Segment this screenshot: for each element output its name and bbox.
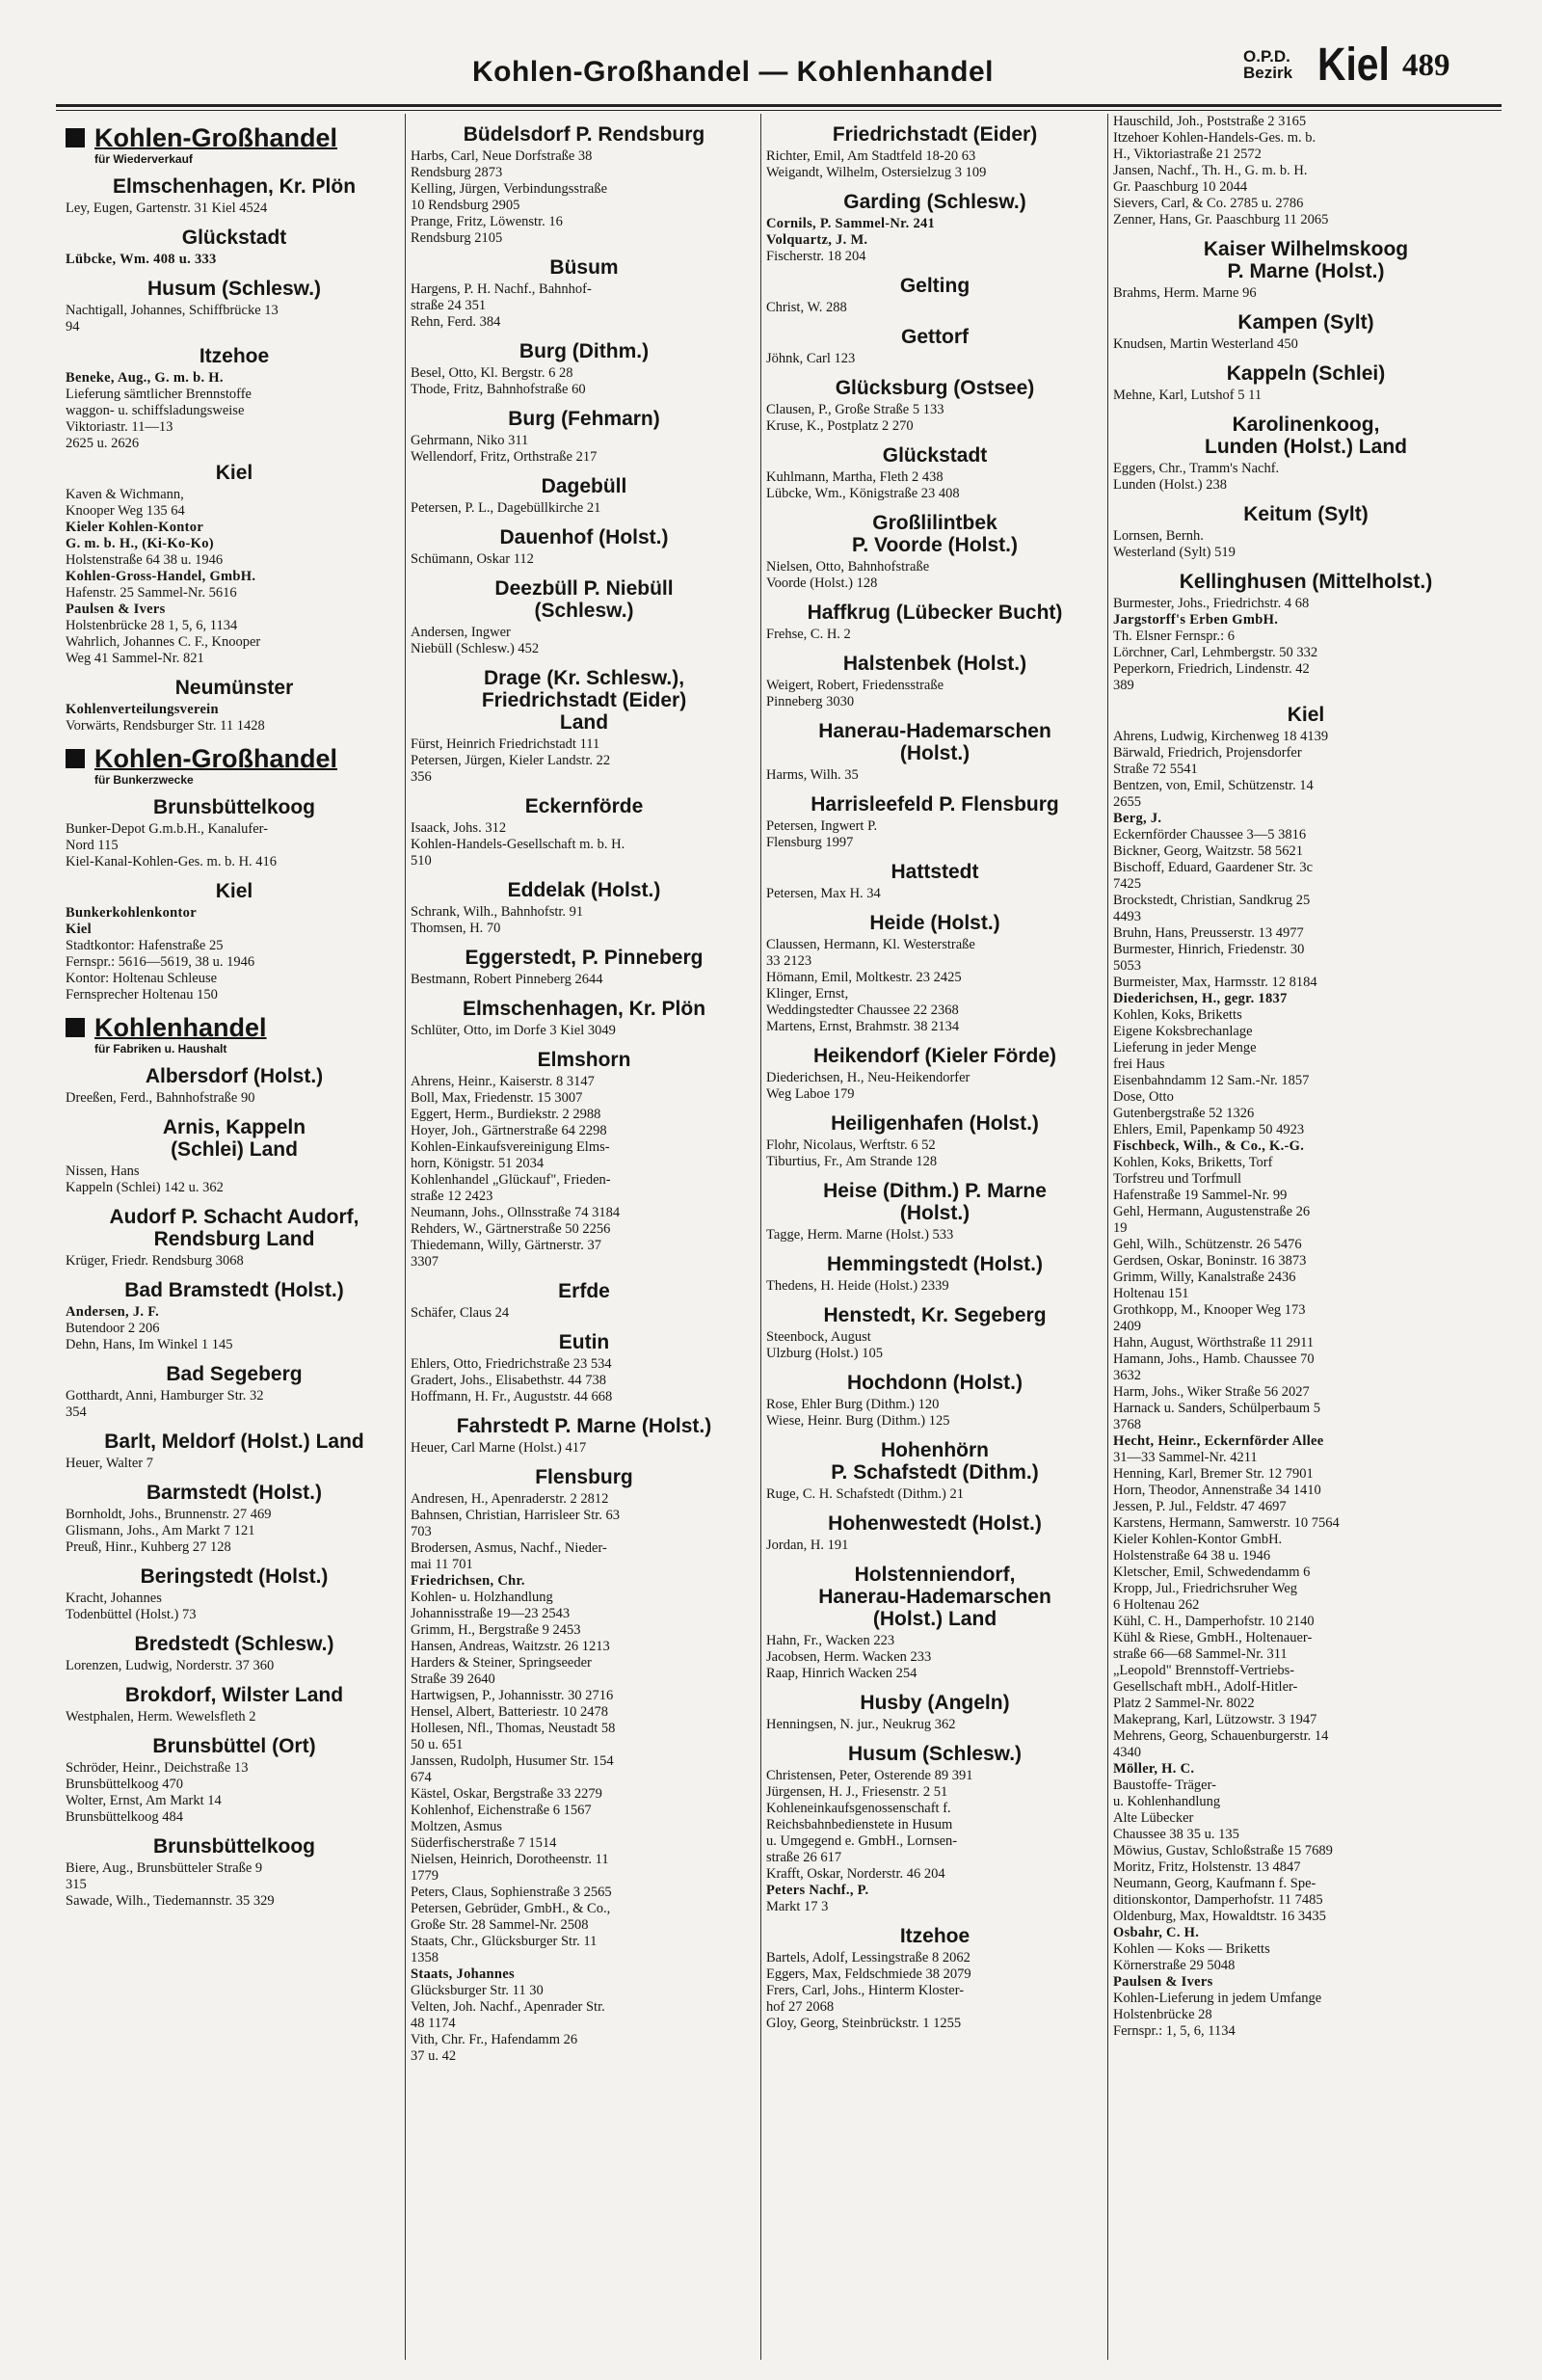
place-heading: Hanerau-Hademarschen (Holst.): [818, 720, 1051, 764]
directory-entry: Krüger, Friedr. Rendsburg 3068: [66, 1253, 244, 1269]
directory-entry: Kohlen, Koks, Briketts Eigene Koksbrechanlage Lieferung in jeder Menge frei Haus Eisenbahndamm 12 Sam.-Nr. 1857 Dose, Otto Gutenbergstraße 52 1326 Ehlers, Emil, Papenkamp 50 4923: [1113, 1007, 1310, 1137]
directory-entry: Harbs, Carl, Neue Dorfstraße 38 Rendsburg 2873 Kelling, Jürgen, Verbindungsstraße 10 Rendsburg 2905 Prange, Fritz, Löwenstr. 16 Rendsburg 2105: [411, 148, 608, 246]
section-marker-icon: [66, 1018, 85, 1037]
directory-entry: Vorwärts, Rendsburger Str. 11 1428: [66, 718, 265, 734]
place-heading: Barlt, Meldorf (Holst.) Land: [104, 1431, 364, 1453]
place-heading: Kappeln (Schlei): [1226, 362, 1386, 385]
place-heading: Bad Segeberg: [166, 1363, 303, 1385]
place-heading: Karolinenkoog, Lunden (Holst.) Land: [1205, 414, 1407, 458]
directory-entry: Thedens, H. Heide (Holst.) 2339: [766, 1278, 949, 1294]
firm-name-entry: Kohlen-Gross-Handel, GmbH.: [66, 569, 256, 584]
directory-entry: Bornholdt, Johs., Brunnenstr. 27 469 Glismann, Johs., Am Markt 7 121 Preuß, Hinr., Kuhberg 27 128: [66, 1507, 272, 1555]
firm-name-entry: Bunkerkohlenkontor Kiel: [66, 905, 197, 937]
place-heading: Henstedt, Kr. Segeberg: [823, 1304, 1047, 1326]
firm-name-entry: Staats, Johannes: [411, 1966, 515, 1982]
firm-name-entry: Fischbeck, Wilh., & Co., K.-G.: [1113, 1138, 1305, 1154]
directory-entry: Th. Elsner Fernspr.: 6 Lörchner, Carl, Lehmbergstr. 50 332 Peperkorn, Friedrich, Lindenstr. 42 389: [1113, 628, 1318, 693]
directory-entry: Hargens, P. H. Nachf., Bahnhof- straße 24 351 Rehn, Ferd. 384: [411, 281, 592, 330]
directory-entry: Claussen, Hermann, Kl. Westerstraße 33 2123 Hömann, Emil, Moltkestr. 23 2425 Klinger, Ernst, Weddingstedter Chaussee 22 2368 Martens, Ernst, Brahmstr. 38 2134: [766, 937, 975, 1034]
directory-entry: Petersen, Max H. 34: [766, 886, 881, 901]
directory-entry: Rose, Ehler Burg (Dithm.) 120 Wiese, Heinr. Burg (Dithm.) 125: [766, 1397, 950, 1429]
place-heading: Gettorf: [901, 326, 969, 348]
directory-entry: Andersen, Ingwer Niebüll (Schlesw.) 452: [411, 625, 540, 656]
place-heading: Brunsbüttel (Ort): [152, 1735, 316, 1757]
directory-entry: 31—33 Sammel-Nr. 4211 Henning, Karl, Bremer Str. 12 7901 Horn, Theodor, Annenstraße 34 1410 Jessen, P. Jul., Feldstr. 47 4697 Karstens, Hermann, Samwerstr. 10 7564 Kieler Kohlen-Kontor GmbH. Holstenstraße 64 38 u. 1946 Kletscher, Emil, Schwedendamm 6 Kropp, Jul., Friedrichsruher Weg 6 Holtenau 262 Kühl, C. H., Damperhofstr. 10 2140 Kühl & Riese, GmbH., Holtenauer- straße 66—68 Sammel-Nr. 311 „Leopold" Brennstoff-Vertriebs- Gesellschaft mbH., Adolf-Hitler- Platz 2 Sammel-Nr. 8022 Makeprang, Karl, Lützowstr. 3 1947 Mehrens, Georg, Schauenburgerstr. 14 4340: [1113, 1450, 1340, 1760]
firm-name-entry: Friedrichsen, Chr.: [411, 1573, 525, 1589]
directory-entry: Schrank, Wilh., Bahnhofstr. 91 Thomsen, H. 70: [411, 904, 584, 936]
place-heading: Keitum (Sylt): [1243, 503, 1369, 525]
place-heading: Husby (Angeln): [860, 1692, 1010, 1714]
column-1: [66, 114, 403, 2374]
place-heading: Drage (Kr. Schlesw.), Friedrichstadt (Eider) Land: [481, 667, 687, 734]
place-heading: Kampen (Sylt): [1237, 311, 1374, 334]
directory-entry: Kohlen, Koks, Briketts, Torf Torfstreu und Torfmull Hafenstraße 19 Sammel-Nr. 99 Gehl, Hermann, Augustenstraße 26 19 Gehl, Wilh., Schützenstr. 26 5476 Gerdsen, Oskar, Boninstr. 16 3873 Grimm, Willy, Kanalstraße 2436 Holtenau 151 Grothkopp, M., Knooper Weg 173 2409 Hahn, August, Wörthstraße 11 2911 Hamann, Johs., Hamb. Chaussee 70 3632 Harm, Johs., Wiker Straße 56 2027 Harnack u. Sanders, Schülperbaum 5 3768: [1113, 1155, 1321, 1432]
place-heading: Hochdonn (Holst.): [847, 1372, 1023, 1394]
directory-entry: Kohlen- u. Holzhandlung Johannisstraße 19—23 2543 Grimm, H., Bergstraße 9 2453 Hansen, Andreas, Waitzstr. 26 1213 Harders & Steiner, Springseeder Straße 39 2640 Hartwigsen, P., Johannisstr. 30 2716 Hensel, Albert, Batteriestr. 10 2478 Hollesen, Nfl., Thomas, Neustadt 58 50 u. 651 Janssen, Rudolph, Husumer Str. 154 674 Kästel, Oskar, Bergstraße 33 2279 Kohlenhof, Eichenstraße 6 1567 Moltzen, Asmus Süderfischerstraße 7 1514 Nielsen, Heinrich, Dorotheenstr. 11 1779 Peters, Claus, Sophienstraße 3 2565 Petersen, Gebrüder, GmbH., & Co., Große Str. 28 Sammel-Nr. 2508 Staats, Chr., Glücksburger Str. 11 1358: [411, 1590, 616, 1966]
section-subheading: für Wiederverkauf: [94, 152, 193, 166]
page-header: [0, 0, 1542, 106]
place-heading: Heise (Dithm.) P. Marne (Holst.): [823, 1180, 1047, 1224]
directory-entry: Gehrmann, Niko 311 Wellendorf, Fritz, Orthstraße 217: [411, 433, 598, 465]
directory-entry: Markt 17 3: [766, 1899, 829, 1914]
directory-entry: Holstenbrücke 28 1, 5, 6, 1134 Wahrlich, Johannes C. F., Knooper Weg 41 Sammel-Nr. 821: [66, 618, 261, 666]
section-heading: [66, 123, 403, 152]
directory-entry: Ruge, C. H. Schafstedt (Dithm.) 21: [766, 1486, 964, 1502]
opd-text: O.P.D.: [1243, 47, 1290, 66]
directory-entry: Christ, W. 288: [766, 300, 847, 315]
directory-entry: Burmester, Johs., Friedrichstr. 4 68: [1113, 596, 1310, 611]
directory-entry: Ahrens, Heinr., Kaiserstr. 8 3147 Boll, Max, Friedenstr. 15 3007 Eggert, Herm., Burdiekstr. 2 2988 Hoyer, Joh., Gärtnerstraße 64 2298 Kohlen-Einkaufsvereinigung Elms- horn, Königstr. 51 2034 Kohlenhandel „Glückauf", Frieden- straße 12 2423 Neumann, Johs., Ollnsstraße 74 3184 Rehders, W., Gärtnerstraße 50 2256 Thiedemann, Willy, Gärtnerstr. 37 3307: [411, 1074, 621, 1270]
directory-entry: Schröder, Heinr., Deichstraße 13 Brunsbüttelkoog 470 Wolter, Ernst, Am Markt 14 Brunsbüttelkoog 484: [66, 1760, 249, 1825]
directory-entry: Ahrens, Ludwig, Kirchenweg 18 4139 Bärwald, Friedrich, Projensdorfer Straße 72 5541 Bentzen, von, Emil, Schützenstr. 14 2655: [1113, 729, 1329, 810]
directory-entry: Heuer, Walter 7: [66, 1456, 153, 1471]
directory-entry: Hauschild, Joh., Poststraße 2 3165 Itzehoer Kohlen-Handels-Ges. m. b. H., Viktoriastraße 21 2572 Jansen, Nachf., Th. H., G. m. b. H. Gr. Paaschburg 10 2044 Sievers, Carl, & Co. 2785 u. 2786 Zenner, Hans, Gr. Paaschburg 11 2065: [1113, 114, 1329, 227]
directory-entry: Glücksburger Str. 11 30 Velten, Joh. Nachf., Apenrader Str. 48 1174 Vith, Chr. Fr., Hafendamm 26 37 u. 42: [411, 1983, 605, 2064]
city-heading: Kiel: [1317, 40, 1390, 91]
firm-name-entry: Kohlenverteilungsverein: [66, 702, 219, 717]
directory-entry: Ehlers, Otto, Friedrichstraße 23 534 Gradert, Johs., Elisabethstr. 44 738 Hoffmann, H. Fr., Auguststr. 44 668: [411, 1356, 613, 1404]
place-heading: Brunsbüttelkoog: [153, 1835, 315, 1858]
place-heading: Eckernförde: [524, 795, 644, 817]
section-subheading: für Fabriken u. Haushalt: [94, 1042, 227, 1056]
place-heading: Heiligenhafen (Holst.): [831, 1112, 1039, 1135]
place-heading: Kiel: [215, 880, 253, 902]
place-heading: Glückstadt: [882, 444, 988, 467]
directory-entry: Gotthardt, Anni, Hamburger Str. 32 354: [66, 1388, 264, 1420]
firm-name-entry: Hecht, Heinr., Eckernförder Allee: [1113, 1433, 1324, 1449]
directory-entry: Nielsen, Otto, Bahnhofstraße Voorde (Holst.) 128: [766, 559, 930, 591]
firm-name-entry: Osbahr, C. H.: [1113, 1925, 1200, 1940]
directory-entry: Weigert, Robert, Friedensstraße Pinneberg 3030: [766, 678, 944, 709]
directory-entry: Biere, Aug., Brunsbütteler Straße 9 315 Sawade, Wilh., Tiedemannstr. 35 329: [66, 1860, 275, 1909]
directory-entry: Dreeßen, Ferd., Bahnhofstraße 90: [66, 1090, 255, 1106]
directory-entry: Bestmann, Robert Pinneberg 2644: [411, 972, 603, 987]
directory-entry: Petersen, Ingwert P. Flensburg 1997: [766, 818, 878, 850]
directory-entry: Henningsen, N. jur., Neukrug 362: [766, 1717, 956, 1732]
place-heading: Glücksburg (Ostsee): [835, 377, 1035, 399]
opd-label: [1243, 48, 1292, 81]
place-heading: Kiel: [215, 462, 253, 484]
firm-name-entry: Berg, J.: [1113, 811, 1162, 826]
directory-entry: Andresen, H., Apenraderstr. 2 2812 Bahnsen, Christian, Harrisleer Str. 63 703 Brodersen, Asmus, Nachf., Nieder- mai 11 701: [411, 1491, 621, 1572]
place-heading: Audorf P. Schacht Audorf, Rendsburg Land: [109, 1206, 359, 1250]
place-heading: Hattstedt: [891, 861, 979, 883]
directory-entry: Petersen, P. L., Dagebüllkirche 21: [411, 500, 601, 516]
directory-entry: Jöhnk, Carl 123: [766, 351, 856, 366]
place-heading: Husum (Schlesw.): [146, 278, 322, 300]
directory-entry: Fürst, Heinrich Friedrichstadt 111 Petersen, Jürgen, Kieler Landstr. 22 356: [411, 736, 611, 785]
place-heading: Kiel: [1287, 704, 1325, 726]
place-heading: Elmshorn: [537, 1049, 631, 1071]
place-heading: Garding (Schlesw.): [843, 191, 1026, 213]
place-heading: Bredstedt (Schlesw.): [134, 1633, 334, 1655]
place-heading: Elmschenhagen, Kr. Plön: [462, 998, 706, 1020]
section-marker-icon: [66, 128, 85, 147]
directory-entry: Isaack, Johs. 312 Kohlen-Handels-Gesellschaft m. b. H. 510: [411, 820, 625, 869]
place-heading: Dagebüll: [541, 475, 627, 497]
place-heading: Eddelak (Holst.): [507, 879, 661, 901]
place-heading: Elmschenhagen, Kr. Plön: [112, 175, 357, 198]
directory-entry: Clausen, P., Große Straße 5 133 Kruse, K., Postplatz 2 270: [766, 402, 944, 434]
directory-entry: Brahms, Herm. Marne 96: [1113, 285, 1257, 301]
bezirk-text: Bezirk: [1243, 64, 1293, 82]
column-divider: [1107, 114, 1108, 2360]
section-heading: [66, 744, 403, 773]
directory-entry: Hafenstr. 25 Sammel-Nr. 5616: [66, 585, 237, 601]
place-heading: Dauenhof (Holst.): [499, 526, 669, 548]
firm-name-entry: Diederichsen, H., gegr. 1837: [1113, 991, 1288, 1006]
place-heading: Deezbüll P. Niebüll (Schlesw.): [494, 577, 674, 622]
directory-entry: Eggers, Chr., Tramm's Nachf. Lunden (Holst.) 238: [1113, 461, 1280, 493]
place-heading: Flensburg: [535, 1466, 633, 1488]
directory-entry: Knudsen, Martin Westerland 450: [1113, 336, 1298, 352]
directory-entry: Hahn, Fr., Wacken 223 Jacobsen, Herm. Wacken 233 Raap, Hinrich Wacken 254: [766, 1633, 932, 1681]
directory-entry: Frehse, C. H. 2: [766, 627, 851, 642]
place-heading: Hemmingstedt (Holst.): [826, 1253, 1043, 1275]
place-heading: Fahrstedt P. Marne (Holst.): [456, 1415, 712, 1437]
section-heading-text: Kohlen-Großhandel: [94, 744, 337, 773]
section-heading: [66, 1013, 403, 1042]
directory-entry: Schlüter, Otto, im Dorfe 3 Kiel 3049: [411, 1023, 616, 1038]
firm-name-entry: Lübcke, Wm. 408 u. 333: [66, 252, 217, 267]
directory-entry: Steenbock, August Ulzburg (Holst.) 105: [766, 1329, 883, 1361]
place-heading: Eutin: [558, 1331, 610, 1353]
firm-name-entry: Möller, H. C.: [1113, 1761, 1195, 1777]
directory-entry: Eckernförder Chaussee 3—5 3816 Bickner, Georg, Waitzstr. 58 5621 Bischoff, Eduard, Gaardener Str. 3c 7425 Brockstedt, Christian, Sandkrug 25 4493 Bruhn, Hans, Preusserstr. 13 4977 Burmester, Hinrich, Friedenstr. 30 5053 Burmeister, Max, Harmsstr. 12 8184: [1113, 827, 1317, 990]
place-heading: Hohenwestedt (Holst.): [828, 1512, 1042, 1535]
column-3: [766, 114, 1103, 2374]
directory-entry: Diederichsen, H., Neu-Heikendorfer Weg Laboe 179: [766, 1070, 970, 1102]
directory-entry: Lornsen, Bernh. Westerland (Sylt) 519: [1113, 528, 1236, 560]
directory-entry: Tagge, Herm. Marne (Holst.) 533: [766, 1227, 954, 1243]
directory-entry: Stadtkontor: Hafenstraße 25 Fernspr.: 5616—5619, 38 u. 1946 Kontor: Holtenau Schleuse Fernsprecher Holtenau 150: [66, 938, 255, 1003]
section-subheading: für Bunkerzwecke: [94, 773, 194, 787]
place-heading: Heide (Holst.): [869, 912, 1000, 934]
directory-entry: Bunker-Depot G.m.b.H., Kanalufer- Nord 115 Kiel-Kanal-Kohlen-Ges. m. b. H. 416: [66, 821, 278, 869]
place-heading: Brunsbüttelkoog: [153, 796, 315, 818]
directory-entry: Lorenzen, Ludwig, Norderstr. 37 360: [66, 1658, 275, 1673]
place-heading: Büsum: [549, 256, 619, 279]
header-rule-thin: [56, 110, 1502, 111]
directory-entry: Holstenstraße 64 38 u. 1946: [66, 552, 224, 568]
page-number: 489: [1402, 48, 1450, 83]
firm-name-entry: Jargstorff's Erben GmbH.: [1113, 612, 1279, 628]
directory-entry: Mehne, Karl, Lutshof 5 11: [1113, 388, 1263, 403]
page-title: Kohlen-Großhandel — Kohlenhandel: [472, 56, 994, 88]
place-heading: Burg (Fehmarn): [508, 408, 660, 430]
directory-entry: Kaven & Wichmann, Knooper Weg 135 64: [66, 487, 185, 519]
place-heading: Beringstedt (Holst.): [140, 1565, 329, 1588]
directory-entry: Kracht, Johannes Todenbüttel (Holst.) 73: [66, 1591, 197, 1622]
directory-entry: Harms, Wilh. 35: [766, 767, 859, 783]
place-heading: Husum (Schlesw.): [847, 1743, 1023, 1765]
place-heading: Büdelsdorf P. Rendsburg: [463, 123, 705, 146]
place-heading: Heikendorf (Kieler Förde): [812, 1045, 1057, 1067]
place-heading: Halstenbek (Holst.): [842, 653, 1027, 675]
column-divider: [760, 114, 761, 2360]
directory-entry: Lieferung sämtlicher Brennstoffe waggon- u. schiffsladungsweise Viktoriastr. 11—13 2625 u. 2626: [66, 387, 252, 451]
place-heading: Harrisleefeld P. Flensburg: [811, 793, 1059, 816]
firm-name-entry: Beneke, Aug., G. m. b. H.: [66, 370, 224, 386]
directory-entry: Bartels, Adolf, Lessingstraße 8 2062 Eggers, Max, Feldschmiede 38 2079 Frers, Carl, Johs., Hinterm Kloster- hof 27 2068 Gloy, Georg, Steinbrückstr. 1 1255: [766, 1950, 971, 2031]
place-heading: Kellinghusen (Mittelholst.): [1179, 571, 1433, 593]
place-heading: Arnis, Kappeln (Schlei) Land: [162, 1116, 306, 1161]
directory-entry: Richter, Emil, Am Stadtfeld 18-20 63 Weigandt, Wilhelm, Ostersielzug 3 109: [766, 148, 987, 180]
place-heading: Haffkrug (Lübecker Bucht): [807, 602, 1063, 624]
directory-entry: Besel, Otto, Kl. Bergstr. 6 28 Thode, Fritz, Bahnhofstraße 60: [411, 365, 586, 397]
firm-name-entry: Paulsen & Ivers: [66, 602, 166, 617]
firm-name-entry: Paulsen & Ivers: [1113, 1974, 1213, 1990]
directory-entry: Fischerstr. 18 204: [766, 249, 866, 264]
place-heading: Gelting: [899, 275, 970, 297]
directory-entry: Nachtigall, Johannes, Schiffbrücke 13 94: [66, 303, 279, 334]
directory-entry: Nissen, Hans Kappeln (Schlei) 142 u. 362: [66, 1163, 224, 1195]
directory-entry: Westphalen, Herm. Wewelsfleth 2: [66, 1709, 256, 1725]
place-heading: Burg (Dithm.): [518, 340, 650, 362]
column-divider: [405, 114, 406, 2360]
directory-entry: Jordan, H. 191: [766, 1538, 849, 1553]
directory-entry: Kohlen-Lieferung in jedem Umfange Holstenbrücke 28 Fernspr.: 1, 5, 6, 1134: [1113, 1991, 1322, 2039]
column-4: [1113, 114, 1499, 2374]
place-heading: Holstenniendorf, Hanerau-Hademarschen (Holst.) Land: [818, 1564, 1051, 1630]
directory-entry: Christensen, Peter, Osterende 89 391 Jürgensen, H. J., Friesenstr. 2 51 Kohleneinkaufsgenossenschaft f. Reichsbahnbedienstete in Husum u. Umgegend e. GmbH., Lornsen- straße 26 617 Krafft, Oskar, Norderstr. 46 204: [766, 1768, 973, 1882]
directory-entry: Baustoffe- Träger- u. Kohlenhandlung Alte Lübecker Chaussee 38 35 u. 135 Möwius, Gustav, Schloßstraße 15 7689 Moritz, Fritz, Holstenstr. 13 4847 Neumann, Georg, Kaufmann f. Spe- ditionskontor, Damperhofstr. 11 7485 Oldenburg, Max, Howaldtstr. 16 3435: [1113, 1778, 1333, 1924]
firm-name-entry: Kieler Kohlen-Kontor G. m. b. H., (Ki-Ko-Ko): [66, 520, 214, 551]
directory-entry: Ley, Eugen, Gartenstr. 31 Kiel 4524: [66, 201, 268, 216]
column-2: [411, 114, 758, 2374]
place-heading: Albersdorf (Holst.): [145, 1065, 324, 1087]
header-rule: [56, 104, 1502, 107]
section-marker-icon: [66, 749, 85, 768]
directory-entry: Kuhlmann, Martha, Fleth 2 438 Lübcke, Wm., Königstraße 23 408: [766, 469, 960, 501]
firm-name-entry: Andersen, J. F.: [66, 1304, 160, 1320]
place-heading: Großlilintbek P. Voorde (Holst.): [852, 512, 1018, 556]
place-heading: Itzehoe: [199, 345, 270, 367]
directory-entry: Schümann, Oskar 112: [411, 551, 534, 567]
firm-name-entry: Peters Nachf., P.: [766, 1883, 869, 1898]
directory-entry: Heuer, Carl Marne (Holst.) 417: [411, 1440, 587, 1456]
place-heading: Hohenhörn P. Schafstedt (Dithm.): [831, 1439, 1039, 1484]
place-heading: Barmstedt (Holst.): [146, 1482, 323, 1504]
directory-entry: Schäfer, Claus 24: [411, 1305, 510, 1321]
place-heading: Erfde: [558, 1280, 610, 1302]
place-heading: Bad Bramstedt (Holst.): [124, 1279, 344, 1301]
directory-entry: Butendoor 2 206 Dehn, Hans, Im Winkel 1 145: [66, 1321, 233, 1352]
place-heading: Kaiser Wilhelmskoog P. Marne (Holst.): [1203, 238, 1409, 282]
section-heading-text: Kohlen-Großhandel: [94, 123, 337, 152]
place-heading: Neumünster: [174, 677, 294, 699]
directory-entry: Kohlen — Koks — Briketts Körnerstraße 29 5048: [1113, 1941, 1270, 1973]
firm-name-entry: Cornils, P. Sammel-Nr. 241 Volquartz, J. M.: [766, 216, 936, 248]
directory-entry: Flohr, Nicolaus, Werftstr. 6 52 Tiburtius, Fr., Am Strande 128: [766, 1137, 938, 1169]
place-heading: Eggerstedt, P. Pinneberg: [465, 947, 704, 969]
place-heading: Itzehoe: [899, 1925, 970, 1947]
section-heading-text: Kohlenhandel: [94, 1013, 267, 1042]
place-heading: Glückstadt: [181, 227, 287, 249]
place-heading: Friedrichstadt (Eider): [832, 123, 1038, 146]
place-heading: Brokdorf, Wilster Land: [124, 1684, 344, 1706]
